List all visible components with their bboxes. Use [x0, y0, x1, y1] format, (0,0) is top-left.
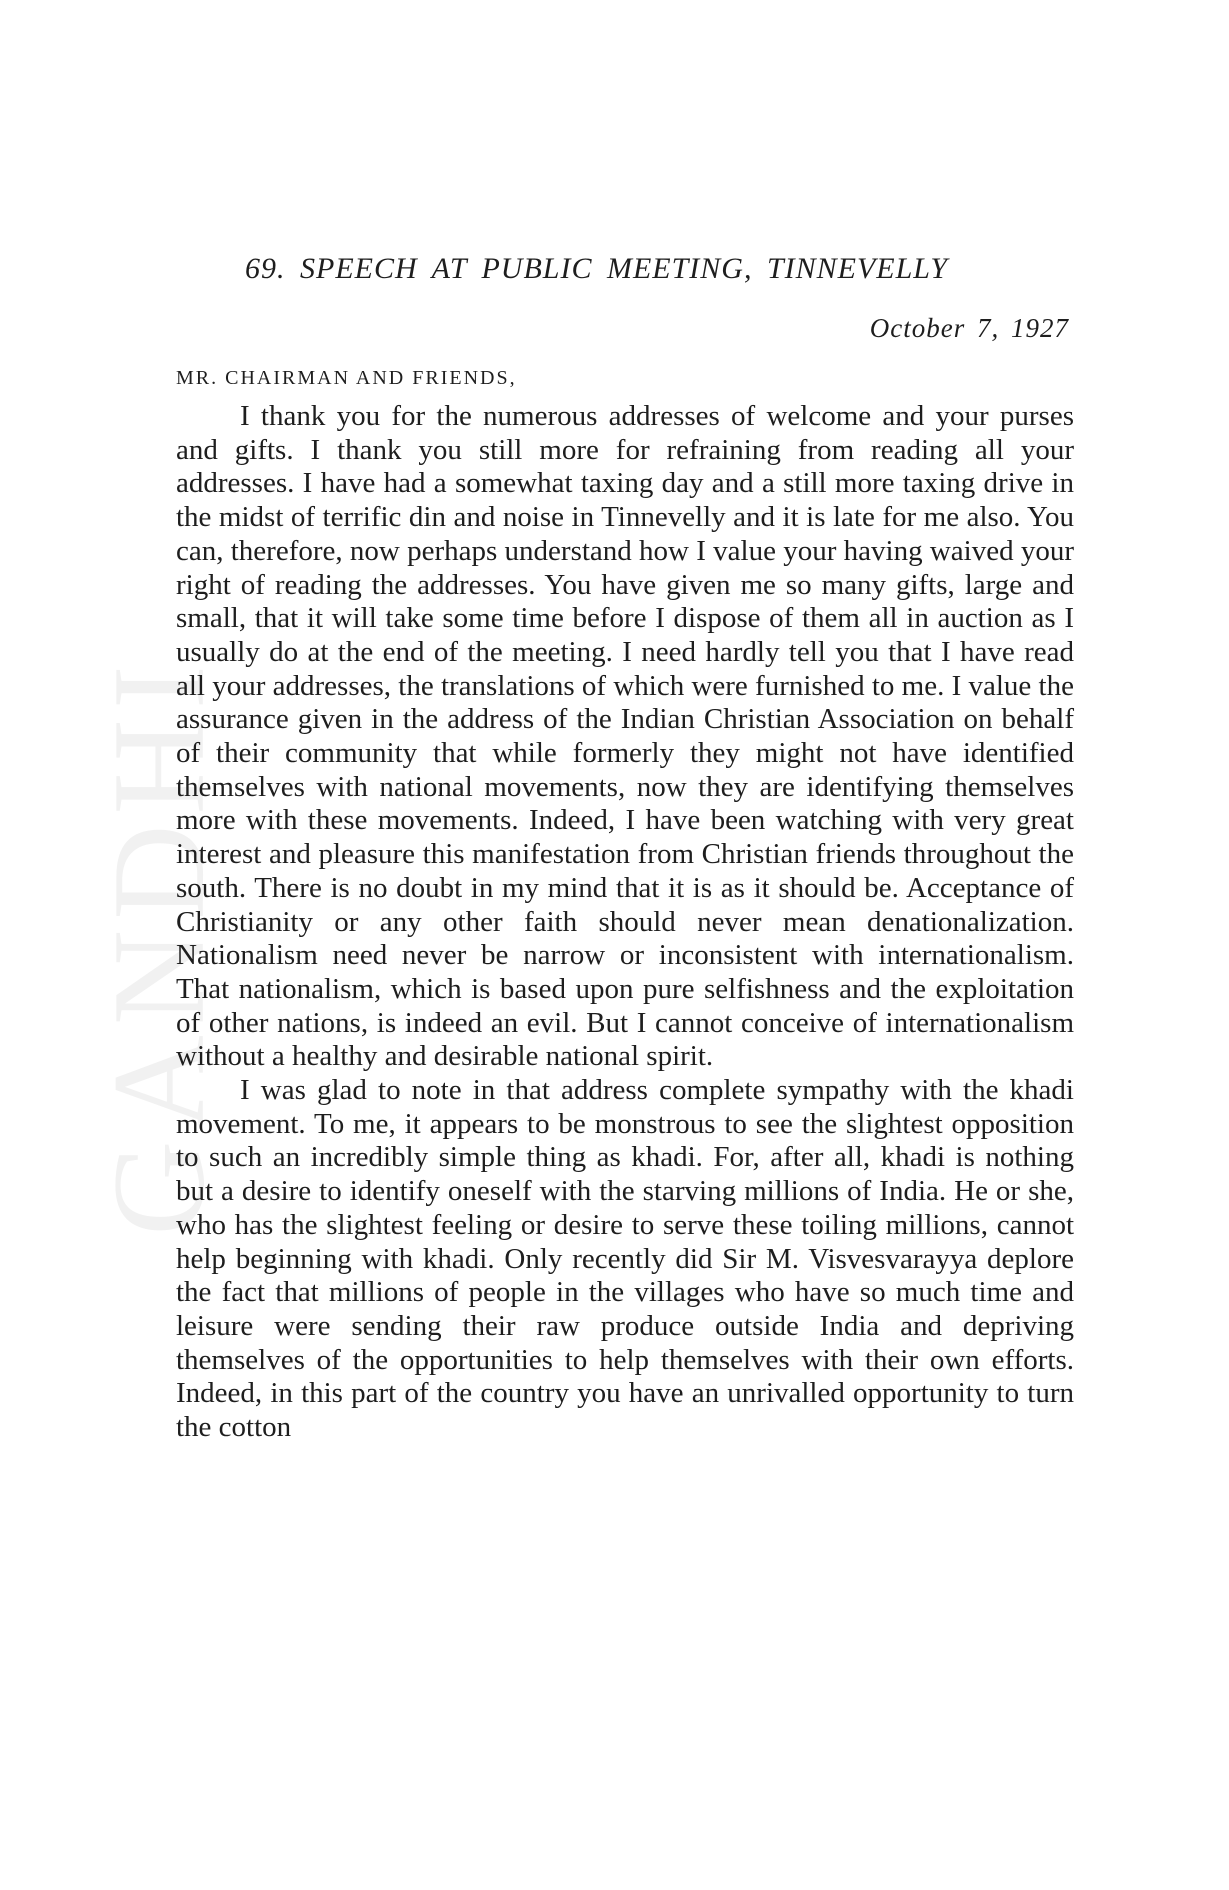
watermark-text: GANDHI	[84, 654, 232, 1236]
speech-body	[176, 400, 1074, 1445]
salutation: MR. CHAIRMAN AND FRIENDS,	[176, 367, 517, 389]
paragraph: I thank you for the numerous addresses of welcome and your purses and gifts. I thank you still more for refraining from reading all your addresses. I have had a somewhat taxing day and a still more taxing drive in the midst of terrific din and noise in Tinnevelly and it is late for me also. You can, therefore, now perhaps understand how I value your having waived your right of reading the addresses. You have given me so many gifts, large and small, that it will take some time before I dispose of them all in auction as I usually do at the end of the meeting. I need hardly tell you that I have read all your addresses, the translations of which were furnished to me. I value the assurance given in the address of the Indian Christian Association on behalf of their community that while formerly they might not have identified themselves with national movements, now they are identifying themselves more with these movements. Indeed, I have been watching with very great interest and pleasure this manifestation from Christian friends throughout the south. There is no doubt in my mind that it is as it should be. Acceptance of Christianity or any other faith should never mean denationalization. Nationalism need never be narrow or inconsistent with internationalism. That nationalism, which is based upon pure selfishness and the exploitation of other nations, is indeed an evil. But I cannot conceive of internationalism without a healthy and desirable national spirit.	[176, 400, 1074, 1073]
speech-date: October 7, 1927	[869, 313, 1069, 343]
page-title: 69. SPEECH AT PUBLIC MEETING, TINNEVELLY	[245, 252, 949, 285]
paragraph: I was glad to note in that address complete sympathy with the khadi movement. To me, it appears to be monstrous to see the slightest opposition to such an incredibly simple thing as khadi. For, after all, khadi is nothing but a desire to identify oneself with the starving millions of India. He or she, who has the slightest feeling or desire to serve these toiling millions, cannot help beginning with khadi. Only recently did Sir M. Visvesvarayya deplore the fact that millions of people in the villages who have so much time and leisure were sending their raw produce outside India and depriving themselves of the opportunities to help themselves with their own efforts. Indeed, in this part of the country you have an unrivalled opportunity to turn the cotton	[176, 1074, 1074, 1444]
